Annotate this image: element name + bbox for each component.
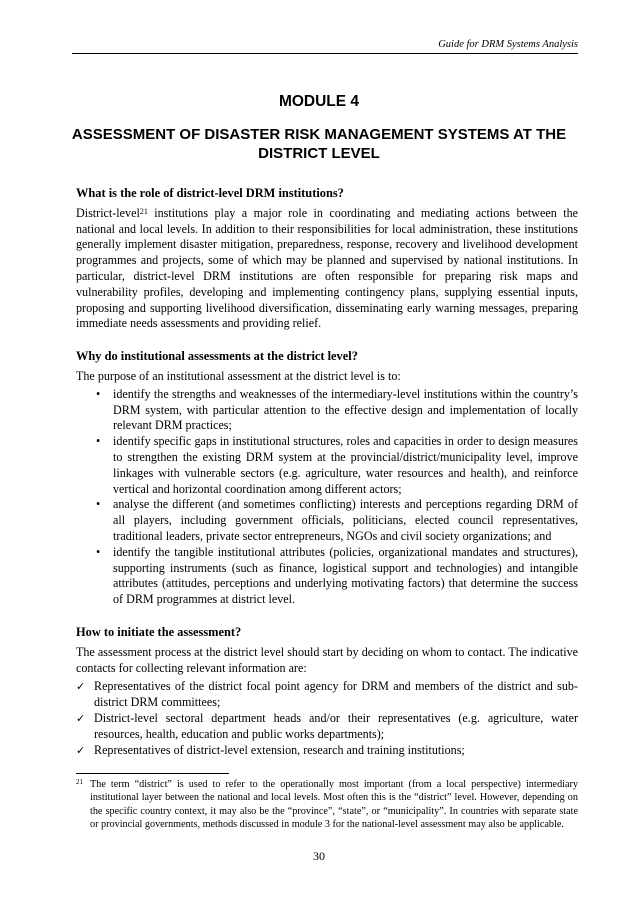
paragraph-body: institutions play a major role in coordinating and mediating actions between the national and local levels. In addition to their responsibilities for local administration, these institutions generally implement disaster mitigation, preparedness, response, recovery and livelihood development programmes and projects, some of which may be planned and supervised by national institutions. In particular, district-level DRM institutions are often responsible for preparing risk maps and vulnerability profiles, developing and implementing contingency plans, supplying essential inputs, proposing and supporting livelihood diversification, disseminating early warning messages, preparing immediate needs assessments and providing relief. [76,205,578,331]
checkmark-icon: ✓ [76,743,86,757]
paragraph: The assessment process at the district level should start by deciding on whom to contact. The indicative contacts for collecting relevant information are: [76,644,578,675]
footnote-number: 21 [76,778,83,786]
bullet-icon: • [96,386,101,401]
section-heading: How to initiate the assessment? [76,624,242,639]
bullet-icon: • [96,544,101,559]
chapter-title: ASSESSMENT OF DISASTER RISK MANAGEMENT SYSTEMS AT THE DISTRICT LEVEL [71,126,567,162]
section-role [76,186,578,332]
list-item: • analyse the different (and sometimes conflicting) interests and perceptions regarding DRM of all players, including government officials, politicians, elected council representatives, traditional leaders, private sector entrepreneurs, NGOs and civil society organizations; and [96,497,578,543]
footnote-ref: 21 [139,206,148,216]
bullet-icon: • [96,434,101,449]
checkmark-icon: ✓ [76,680,86,694]
footnote-text: The term “district” is used to refer to the operationally most important (from a local perspective) intermediary institutional layer between the national and local levels. Most often this is the “district” level. However, depending on the specific country context, it may also be the “province”, “state”, or “municipality”. In countries with separate state or provincial governments, methods discussed in module 3 for the national-level assessment may also be applicable. [90,779,578,830]
running-header: Guide for DRM Systems Analysis [72,39,578,54]
list-item: • identify the tangible institutional attributes (policies, organizational mandates and structures), supporting instruments (such as finance, logistical support and technologies) and intangible attributes (attitudes, perceptions and underlying motivating factors) that determine the success of DRM programmes at district level. [96,544,578,607]
section-heading: Why do institutional assessments at the district level? [76,349,358,364]
page-body [76,186,578,758]
list-item: ✓ Representatives of district-level extension, research and training institutions; [76,742,465,757]
section-heading: What is the role of district-level DRM institutions? [76,186,344,200]
section-how [76,625,578,758]
footnote-divider [76,773,229,774]
list-item: ✓ District-level sectoral department heads and/or their representatives (e.g. agriculture, water resources, health, education and public works departments); [76,710,578,741]
list-item: • identify specific gaps in institutional structures, roles and capacities in order to design measures to strengthen the existing DRM system at the provincial/district/municipality level, improve linkages with vulnerable sectors (e.g. agriculture, water resources and health), and reinforce vertical and horizontal coordination among different actors; [96,434,578,496]
bullet-list [76,387,578,608]
paragraph [76,206,578,332]
module-label: MODULE 4 [278,93,360,110]
list-item: ✓ Representatives of the district focal point agency for DRM and members of the district and sub-district DRM committees; [76,679,578,710]
list-item: • identify the strengths and weaknesses of the intermediary-level institutions within the country’s DRM system, with particular attention to the effective design and implementation of locally relevant DRM practices; [96,386,578,433]
paragraph: The purpose of an institutional assessment at the district level is to: [76,368,401,383]
section-why [76,349,578,608]
lead-word: District-level [76,205,140,220]
page-number: 30 [313,849,325,863]
footnote [76,778,578,831]
checklist [76,679,578,758]
bullet-icon: • [96,497,101,512]
checkmark-icon: ✓ [76,711,86,725]
